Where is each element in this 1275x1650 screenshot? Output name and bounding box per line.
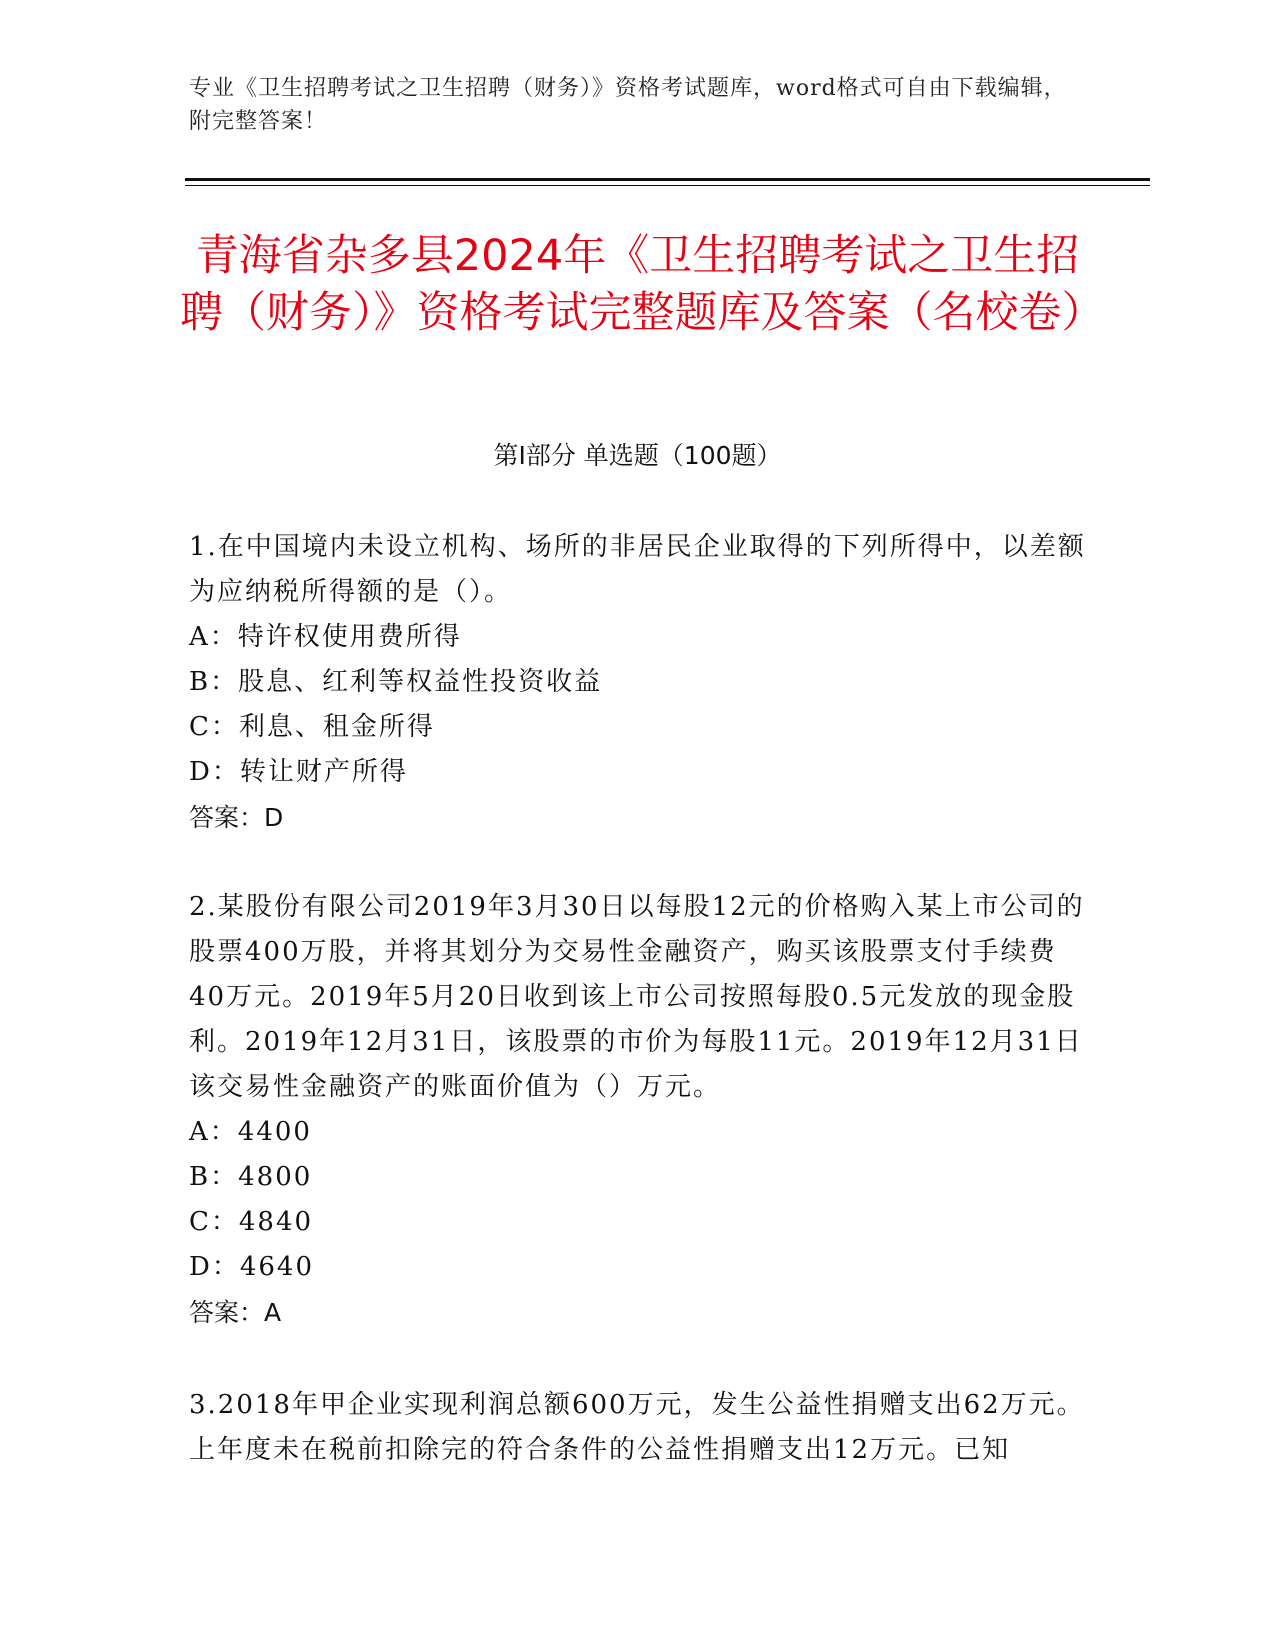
answer: 答案：D <box>189 803 284 832</box>
option-a: A：4400 <box>189 1117 312 1147</box>
question-1 <box>189 525 1089 840</box>
option-a: A：特许权使用费所得 <box>189 622 462 652</box>
header-divider-thick <box>185 178 1150 181</box>
question-3 <box>189 1383 1089 1473</box>
question-2 <box>189 885 1089 1335</box>
header-note: 专业《卫生招聘考试之卫生招聘（财务）》资格考试题库，word格式可自由下载编辑，附完整答案！ <box>189 76 1067 134</box>
question-stem: 2.某股份有限公司2019年3月30日以每股12元的价格购入某上市公司的股票400万股，并将其划分为交易性金融资产，购买该股票支付手续费40万元。2019年5月20日收到该上市公司按照每股0.5元发放的现金股利。2019年12月31日，该股票的市价为每股11元。2019年12月31日该交易性金融资产的账面价值为（）万元。 <box>189 892 1085 1102</box>
question-stem: 3.2018年甲企业实现利润总额600万元，发生公益性捐赠支出62万元。上年度未在税前扣除完的符合条件的公益性捐赠支出12万元。已知 <box>189 1390 1085 1465</box>
option-b: B：股息、红利等权益性投资收益 <box>189 667 603 697</box>
header-divider-thin <box>185 185 1150 186</box>
option-c: C：4840 <box>189 1207 314 1237</box>
option-d: D：4640 <box>189 1252 315 1282</box>
option-b: B：4800 <box>189 1162 313 1192</box>
option-d: D：转让财产所得 <box>189 757 408 787</box>
answer: 答案：A <box>189 1298 282 1327</box>
document-title: 青海省杂多县2024年《卫生招聘考试之卫生招聘（财务）》资格考试完整题库及答案（名校卷） <box>180 231 1105 338</box>
question-stem: 1.在中国境内未设立机构、场所的非居民企业取得的下列所得中，以差额为应纳税所得额的是（）。 <box>189 532 1086 607</box>
option-c: C：利息、租金所得 <box>189 712 435 742</box>
section-title: 第Ⅰ部分 单选题（100题） <box>493 441 782 470</box>
